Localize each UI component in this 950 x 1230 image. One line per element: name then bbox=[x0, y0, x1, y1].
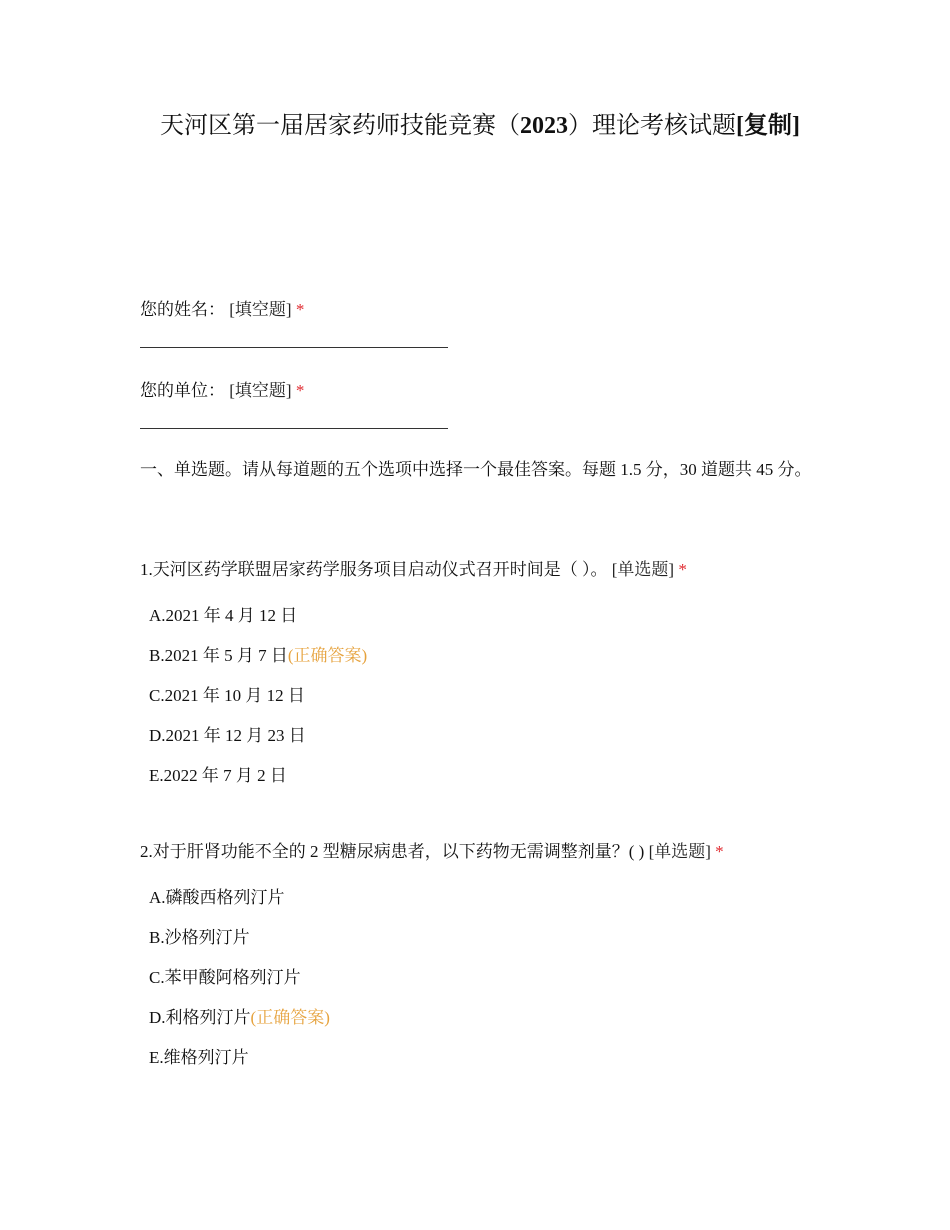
q1-option-c[interactable] bbox=[149, 681, 305, 706]
correct-answer-note: (正确答案) bbox=[287, 646, 368, 665]
correct-answer-note: (正确答案) bbox=[250, 1008, 330, 1027]
title-text-part1: 天河区第一届居家药师技能竞赛（ bbox=[160, 113, 520, 139]
q1-option-b[interactable] bbox=[149, 641, 367, 666]
q2-option-c[interactable] bbox=[149, 963, 301, 988]
required-mark: * bbox=[295, 381, 305, 400]
unit-field-label bbox=[140, 376, 304, 401]
option-text: E.2022 年 7 月 2 日 bbox=[149, 766, 287, 785]
q2-option-e[interactable] bbox=[149, 1043, 249, 1068]
section-header: 一、单选题。请从每道题的五个选项中选择一个最佳答案。每题 1.5 分，30 道题共 45 分。 bbox=[140, 460, 812, 479]
field-label: 您的姓名： bbox=[140, 300, 225, 319]
q2-option-d[interactable] bbox=[149, 1003, 330, 1028]
field-label: 您的单位： bbox=[140, 381, 225, 400]
name-field-label bbox=[140, 295, 304, 320]
unit-input[interactable] bbox=[140, 428, 448, 429]
option-text: A.磷酸西格列汀片 bbox=[149, 888, 285, 907]
question-type: [填空题] bbox=[229, 381, 292, 400]
option-text: B.2021 年 5 月 7 日 bbox=[149, 646, 288, 665]
option-text: C.苯甲酸阿格列汀片 bbox=[149, 968, 301, 987]
question-type: [填空题] bbox=[229, 300, 292, 319]
q1-option-e[interactable] bbox=[149, 761, 287, 786]
question-type: [单选题] bbox=[611, 560, 675, 579]
q1-option-a[interactable] bbox=[149, 601, 297, 626]
title-copy-suffix: [复制] bbox=[736, 113, 800, 139]
option-text: E.维格列汀片 bbox=[149, 1048, 249, 1067]
option-text: C.2021 年 10 月 12 日 bbox=[149, 686, 305, 705]
question-text: 1.天河区药学联盟居家药学服务项目启动仪式召开时间是（ ）。 bbox=[140, 560, 608, 579]
required-mark: * bbox=[715, 842, 724, 861]
q2-option-a[interactable] bbox=[149, 883, 285, 908]
question-2-stem bbox=[140, 837, 724, 862]
required-mark: * bbox=[678, 560, 687, 579]
title-text-part2: ）理论考核试题 bbox=[568, 113, 736, 139]
survey-title bbox=[150, 104, 810, 148]
question-text: 2.对于肝肾功能不全的 2 型糖尿病患者，以下药物无需调整剂量？( ) bbox=[140, 842, 645, 861]
question-1-stem bbox=[140, 555, 687, 580]
title-year: 2023 bbox=[520, 113, 568, 139]
required-mark: * bbox=[295, 300, 305, 319]
q1-option-d[interactable] bbox=[149, 721, 306, 746]
name-input[interactable] bbox=[140, 347, 448, 348]
option-text: D.2021 年 12 月 23 日 bbox=[149, 726, 306, 745]
option-text: D.利格列汀片 bbox=[149, 1008, 251, 1027]
option-text: B.沙格列汀片 bbox=[149, 928, 250, 947]
question-type: [单选题] bbox=[648, 842, 711, 861]
q2-option-b[interactable] bbox=[149, 923, 250, 948]
option-text: A.2021 年 4 月 12 日 bbox=[149, 606, 298, 625]
